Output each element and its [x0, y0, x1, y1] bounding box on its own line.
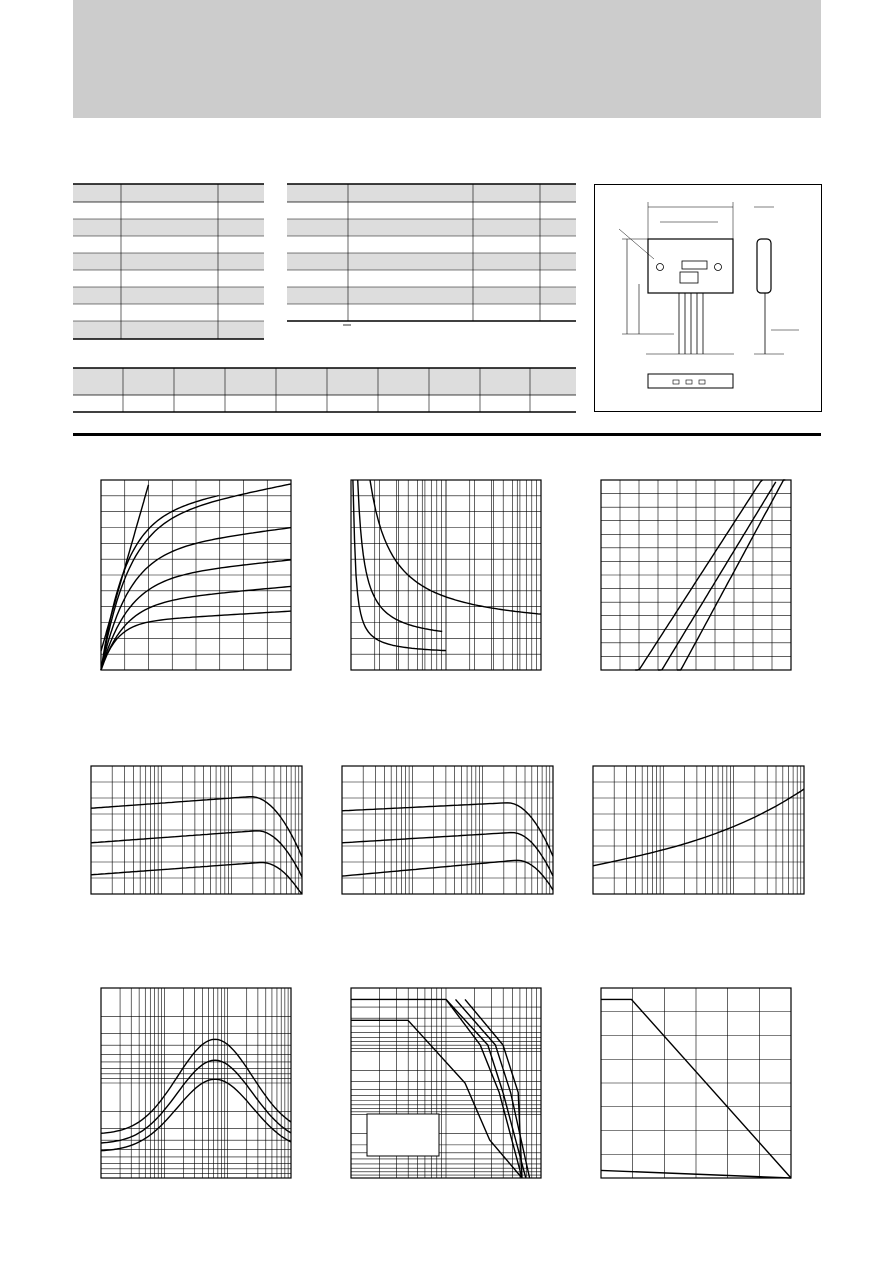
chart-5	[341, 765, 554, 895]
chart-6	[592, 765, 805, 895]
chart-2-series-3	[370, 480, 541, 614]
chart-6-series-1	[593, 789, 804, 866]
chart-9	[600, 987, 792, 1179]
legend-box	[367, 1114, 439, 1156]
chart-1	[100, 479, 292, 671]
chart-4-series-1	[91, 797, 302, 857]
chart-7-series-2	[101, 1060, 291, 1143]
chart-8	[350, 987, 542, 1179]
chart-4-series-2	[91, 831, 302, 877]
chart-2-series-2	[358, 480, 443, 632]
spec-table-bottom	[73, 368, 578, 414]
chart-grid	[101, 988, 291, 1178]
chart-grid	[593, 766, 804, 894]
chart-grid	[601, 480, 791, 670]
chart-2	[350, 479, 542, 671]
spec-table-left	[73, 184, 265, 342]
section-divider	[73, 433, 821, 436]
chart-5-series-2	[342, 833, 553, 877]
spec-table-middle	[287, 184, 577, 329]
chart-7	[100, 987, 292, 1179]
chart-grid	[351, 480, 541, 670]
chart-5-series-3	[342, 860, 553, 890]
package-outline-drawing	[594, 184, 822, 413]
header-band	[73, 0, 821, 118]
chart-grid	[101, 480, 291, 670]
chart-5-series-1	[342, 803, 553, 857]
chart-grid	[91, 766, 302, 894]
chart-grid	[601, 988, 791, 1178]
chart-3	[600, 479, 792, 671]
chart-grid	[342, 766, 553, 894]
chart-grid	[351, 988, 541, 1178]
chart-4	[90, 765, 303, 895]
chart-3-series-2	[658, 482, 776, 670]
